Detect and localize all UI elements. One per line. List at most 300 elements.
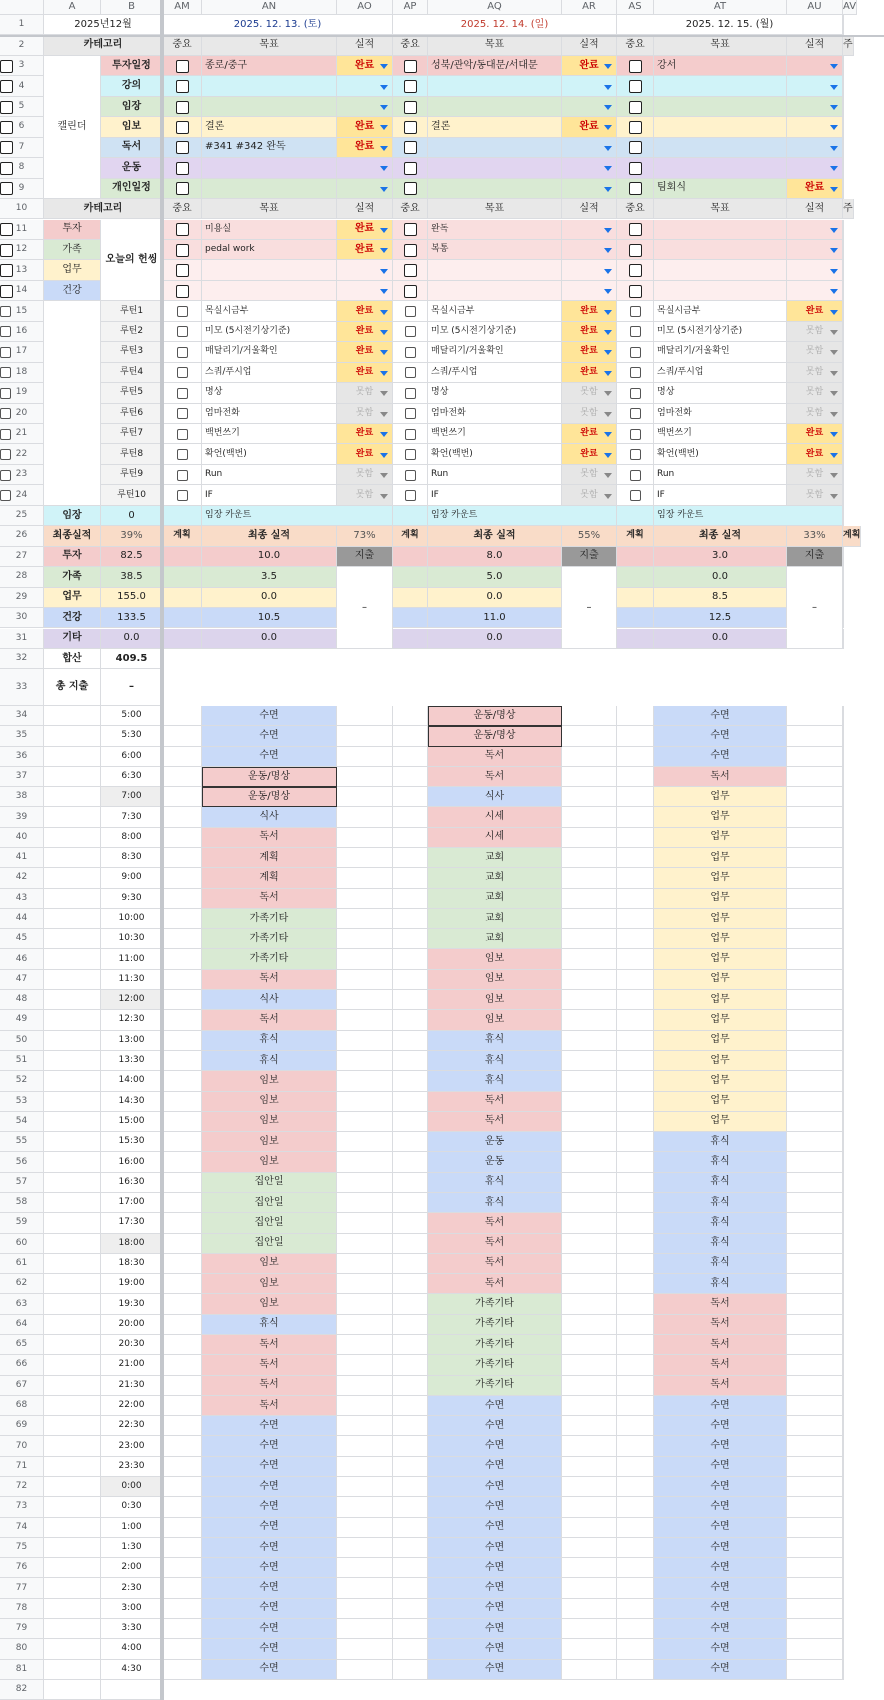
schedule-cell[interactable]: 독서 (654, 1335, 787, 1355)
cell[interactable] (393, 629, 428, 649)
schedule-cell[interactable]: 가족기타 (428, 1315, 562, 1335)
cell[interactable] (562, 1396, 617, 1416)
row-header[interactable]: 9 (0, 179, 44, 199)
cell[interactable] (163, 929, 202, 949)
cell[interactable] (44, 1031, 101, 1051)
cell[interactable] (617, 1071, 654, 1091)
cell[interactable] (843, 909, 844, 929)
result-dropdown[interactable]: 완료 (337, 240, 393, 260)
cell[interactable] (163, 1234, 202, 1254)
cell[interactable] (843, 706, 844, 726)
row-header[interactable]: 53 (0, 1092, 44, 1112)
important-checkbox[interactable] (404, 264, 417, 277)
cell[interactable] (562, 1477, 617, 1497)
row-header[interactable]: 21 (0, 424, 44, 444)
cell[interactable] (787, 1193, 843, 1213)
cell[interactable] (843, 929, 844, 949)
schedule-cell[interactable]: 업무 (654, 787, 787, 807)
cell[interactable] (44, 1152, 101, 1172)
column-header[interactable]: AQ (428, 0, 562, 15)
result-dropdown[interactable]: 못함 (787, 383, 843, 403)
chevron-down-icon[interactable] (830, 350, 838, 355)
cell[interactable] (787, 1092, 843, 1112)
cell[interactable] (562, 787, 617, 807)
column-header[interactable]: AO (337, 0, 393, 15)
important-checkbox[interactable] (630, 490, 641, 501)
cell[interactable] (163, 1457, 202, 1477)
cell[interactable] (393, 706, 428, 726)
cell[interactable] (44, 1071, 101, 1091)
cell[interactable] (617, 889, 654, 909)
cell[interactable] (393, 1112, 428, 1132)
schedule-cell[interactable]: 수면 (428, 1477, 562, 1497)
cell[interactable] (393, 567, 428, 587)
chevron-down-icon[interactable] (380, 330, 388, 335)
schedule-cell[interactable]: 업무 (654, 1031, 787, 1051)
cell[interactable] (163, 1639, 202, 1659)
important-checkbox[interactable] (0, 80, 13, 93)
cell[interactable] (843, 970, 844, 990)
important-cell[interactable] (843, 179, 844, 199)
chevron-down-icon[interactable] (604, 166, 612, 171)
cell[interactable] (617, 828, 654, 848)
cell[interactable] (787, 1112, 843, 1132)
cell[interactable] (843, 848, 844, 868)
row-header[interactable]: 44 (0, 909, 44, 929)
schedule-cell[interactable]: 휴식 (654, 1193, 787, 1213)
cell[interactable] (337, 1619, 393, 1639)
cell[interactable] (337, 1031, 393, 1051)
result-dropdown[interactable]: 완료 (562, 56, 617, 76)
goal-cell[interactable]: 완독 (428, 220, 562, 240)
chevron-down-icon[interactable] (604, 350, 612, 355)
schedule-cell[interactable]: 임보 (202, 1112, 337, 1132)
cell[interactable] (843, 1578, 844, 1598)
important-checkbox[interactable] (630, 347, 641, 358)
cell[interactable] (163, 1578, 202, 1598)
schedule-cell[interactable]: 독서 (428, 1112, 562, 1132)
cell[interactable] (787, 1619, 843, 1639)
cell[interactable] (163, 828, 202, 848)
chevron-down-icon[interactable] (604, 412, 612, 417)
cell[interactable] (562, 990, 617, 1010)
cell[interactable] (562, 1193, 617, 1213)
row-header[interactable]: 71 (0, 1457, 44, 1477)
cell[interactable] (787, 1599, 843, 1619)
cell[interactable] (787, 1213, 843, 1233)
cell[interactable] (843, 747, 844, 767)
cell[interactable] (843, 828, 844, 848)
cell[interactable] (393, 1477, 428, 1497)
goal-cell[interactable]: 팀회식 (654, 179, 787, 199)
cell[interactable] (843, 1436, 844, 1456)
cell[interactable] (617, 909, 654, 929)
cell[interactable] (617, 1396, 654, 1416)
cell[interactable] (337, 1254, 393, 1274)
schedule-cell[interactable]: 수면 (428, 1639, 562, 1659)
cell[interactable] (393, 1254, 428, 1274)
cell[interactable] (44, 1193, 101, 1213)
result-dropdown[interactable]: 완료 (337, 363, 393, 383)
result-dropdown[interactable]: 못함 (787, 404, 843, 424)
cell[interactable] (393, 1660, 428, 1680)
cell[interactable] (163, 1558, 202, 1578)
important-checkbox[interactable] (405, 306, 416, 317)
cell[interactable] (393, 1010, 428, 1030)
goal-cell[interactable] (428, 138, 562, 158)
cell[interactable] (787, 1152, 843, 1172)
chevron-down-icon[interactable] (604, 473, 612, 478)
row-header[interactable]: 8 (0, 158, 44, 178)
result-dropdown[interactable]: 못함 (787, 322, 843, 342)
chevron-down-icon[interactable] (830, 453, 838, 458)
cell[interactable] (393, 726, 428, 746)
cell[interactable] (163, 1254, 202, 1274)
cell[interactable] (562, 1173, 617, 1193)
cell[interactable] (44, 1335, 101, 1355)
cell[interactable] (337, 726, 393, 746)
cell[interactable] (617, 1152, 654, 1172)
schedule-cell[interactable]: 수면 (654, 726, 787, 746)
schedule-cell[interactable]: 수면 (428, 1416, 562, 1436)
chevron-down-icon[interactable] (830, 289, 838, 294)
schedule-cell[interactable]: 수면 (202, 1599, 337, 1619)
cell[interactable] (44, 1010, 101, 1030)
cell[interactable] (44, 726, 101, 746)
schedule-cell[interactable]: 휴식 (428, 1031, 562, 1051)
cell[interactable] (617, 1416, 654, 1436)
cell[interactable] (163, 1396, 202, 1416)
important-cell[interactable] (843, 240, 844, 260)
column-header[interactable]: AV (843, 0, 857, 15)
schedule-cell[interactable]: 업무 (654, 807, 787, 827)
chevron-down-icon[interactable] (604, 494, 612, 499)
goal-cell[interactable]: pedal work (202, 240, 337, 260)
cell[interactable] (337, 949, 393, 969)
schedule-cell[interactable]: 업무 (654, 1010, 787, 1030)
schedule-cell[interactable]: 업무 (654, 1051, 787, 1071)
schedule-cell[interactable]: 독서 (202, 1335, 337, 1355)
cell[interactable] (843, 1335, 844, 1355)
cell[interactable] (163, 807, 202, 827)
goal-cell[interactable]: 결론 (428, 117, 562, 137)
goal-cell[interactable]: 목실시금부 (202, 301, 337, 321)
cell[interactable] (843, 1071, 844, 1091)
important-checkbox[interactable] (176, 80, 189, 93)
schedule-cell[interactable]: 독서 (202, 1396, 337, 1416)
cell[interactable] (163, 567, 202, 587)
cell[interactable] (337, 1294, 393, 1314)
cell[interactable] (562, 1497, 617, 1517)
cell[interactable] (787, 1335, 843, 1355)
cell[interactable] (787, 726, 843, 746)
cell[interactable] (337, 1132, 393, 1152)
cell[interactable] (562, 1031, 617, 1051)
chevron-down-icon[interactable] (830, 412, 838, 417)
result-dropdown[interactable]: 완료 (337, 301, 393, 321)
goal-cell[interactable]: 확언(백번) (654, 444, 787, 464)
important-cell[interactable] (843, 322, 844, 342)
column-header[interactable]: AP (393, 0, 428, 15)
cell[interactable] (163, 787, 202, 807)
cell[interactable] (562, 868, 617, 888)
chevron-down-icon[interactable] (604, 125, 612, 130)
chevron-down-icon[interactable] (830, 391, 838, 396)
cell[interactable] (163, 1173, 202, 1193)
cell[interactable] (44, 889, 101, 909)
cell[interactable] (393, 1152, 428, 1172)
cell[interactable] (617, 1599, 654, 1619)
cell[interactable] (617, 1619, 654, 1639)
chevron-down-icon[interactable] (380, 371, 388, 376)
cell[interactable] (562, 1619, 617, 1639)
important-cell[interactable] (843, 363, 844, 383)
result-dropdown[interactable]: 못함 (562, 465, 617, 485)
cell[interactable] (843, 1152, 844, 1172)
cell[interactable] (617, 990, 654, 1010)
schedule-cell[interactable]: 휴식 (654, 1173, 787, 1193)
important-checkbox[interactable] (630, 470, 641, 481)
schedule-cell[interactable]: 독서 (428, 1213, 562, 1233)
goal-cell[interactable]: 백번쓰기 (202, 424, 337, 444)
schedule-cell[interactable]: 임보 (202, 1274, 337, 1294)
cell[interactable] (562, 848, 617, 868)
cell[interactable] (337, 1193, 393, 1213)
cell[interactable] (44, 929, 101, 949)
schedule-cell[interactable]: 수면 (202, 706, 337, 726)
cell[interactable] (617, 1213, 654, 1233)
cell[interactable] (393, 1599, 428, 1619)
important-checkbox[interactable] (404, 141, 417, 154)
chevron-down-icon[interactable] (380, 412, 388, 417)
important-checkbox[interactable] (177, 306, 188, 317)
schedule-cell[interactable]: 수면 (654, 747, 787, 767)
row-header[interactable]: 42 (0, 868, 44, 888)
row-header[interactable]: 58 (0, 1193, 44, 1213)
schedule-cell[interactable]: 수면 (654, 1396, 787, 1416)
important-checkbox[interactable] (0, 60, 13, 73)
cell[interactable] (617, 970, 654, 990)
cell[interactable] (787, 1497, 843, 1517)
chevron-down-icon[interactable] (604, 453, 612, 458)
important-cell[interactable] (843, 260, 844, 280)
important-checkbox[interactable] (0, 244, 13, 257)
row-header[interactable]: 41 (0, 848, 44, 868)
cell[interactable] (562, 1274, 617, 1294)
cell[interactable] (787, 990, 843, 1010)
important-checkbox[interactable] (629, 244, 642, 257)
cell[interactable] (393, 807, 428, 827)
schedule-cell[interactable]: 집안일 (202, 1213, 337, 1233)
cell[interactable] (843, 1477, 844, 1497)
important-checkbox[interactable] (177, 347, 188, 358)
cell[interactable] (617, 747, 654, 767)
important-checkbox[interactable] (176, 182, 189, 195)
result-dropdown[interactable]: 못함 (337, 404, 393, 424)
cell[interactable] (393, 929, 428, 949)
schedule-cell[interactable]: 수면 (428, 1558, 562, 1578)
schedule-cell[interactable]: 독서 (654, 1294, 787, 1314)
important-checkbox[interactable] (0, 347, 11, 358)
cell[interactable] (787, 909, 843, 929)
cell[interactable] (337, 909, 393, 929)
chevron-down-icon[interactable] (380, 64, 388, 69)
cell[interactable] (44, 949, 101, 969)
chevron-down-icon[interactable] (380, 453, 388, 458)
cell[interactable] (617, 1031, 654, 1051)
freeze-divider[interactable] (0, 35, 884, 37)
schedule-cell[interactable]: 임보 (202, 1254, 337, 1274)
important-checkbox[interactable] (404, 244, 417, 257)
cell[interactable] (843, 1173, 844, 1193)
schedule-cell[interactable]: 수면 (428, 1538, 562, 1558)
important-checkbox[interactable] (629, 182, 642, 195)
important-checkbox[interactable] (405, 490, 416, 501)
cell[interactable] (44, 1578, 101, 1598)
row-header[interactable]: 15 (0, 301, 44, 321)
result-dropdown[interactable]: 완료 (337, 117, 393, 137)
cell[interactable] (44, 970, 101, 990)
cell[interactable] (44, 1538, 101, 1558)
cell[interactable] (163, 706, 202, 726)
schedule-cell[interactable]: 교회 (428, 929, 562, 949)
row-header[interactable]: 63 (0, 1294, 44, 1314)
schedule-cell[interactable]: 독서 (654, 1315, 787, 1335)
schedule-cell[interactable]: 독서 (654, 1355, 787, 1375)
cell[interactable] (787, 1477, 843, 1497)
row-header[interactable]: 34 (0, 706, 44, 726)
cell[interactable] (44, 1254, 101, 1274)
cell[interactable] (163, 629, 202, 649)
column-header[interactable]: AN (202, 0, 337, 15)
goal-cell[interactable] (428, 179, 562, 199)
important-checkbox[interactable] (177, 326, 188, 337)
important-cell[interactable] (843, 342, 844, 362)
row-header[interactable]: 61 (0, 1254, 44, 1274)
important-checkbox[interactable] (0, 408, 11, 419)
chevron-down-icon[interactable] (380, 85, 388, 90)
schedule-cell[interactable]: 수면 (654, 1416, 787, 1436)
cell[interactable] (393, 1031, 428, 1051)
cell[interactable] (44, 1639, 101, 1659)
cell[interactable] (787, 1173, 843, 1193)
cell[interactable] (393, 949, 428, 969)
chevron-down-icon[interactable] (380, 187, 388, 192)
important-cell[interactable] (843, 424, 844, 444)
cell[interactable] (337, 1538, 393, 1558)
cell[interactable] (337, 889, 393, 909)
cell[interactable] (562, 1518, 617, 1538)
result-dropdown[interactable]: 못함 (787, 363, 843, 383)
cell[interactable] (787, 1578, 843, 1598)
cell[interactable] (337, 1274, 393, 1294)
row-header[interactable]: 57 (0, 1173, 44, 1193)
row-header[interactable]: 27 (0, 547, 44, 567)
important-checkbox[interactable] (405, 429, 416, 440)
column-header[interactable]: AM (163, 0, 202, 15)
cell[interactable] (393, 1497, 428, 1517)
cell[interactable] (617, 1436, 654, 1456)
cell[interactable] (44, 767, 101, 787)
schedule-cell[interactable]: 휴식 (428, 1051, 562, 1071)
cell[interactable] (163, 1315, 202, 1335)
row-header[interactable]: 31 (0, 629, 44, 649)
important-checkbox[interactable] (630, 449, 641, 460)
cell[interactable] (562, 1416, 617, 1436)
row-header[interactable]: 65 (0, 1335, 44, 1355)
cell[interactable] (163, 1152, 202, 1172)
important-checkbox[interactable] (176, 285, 189, 298)
goal-cell[interactable] (428, 260, 562, 280)
cell[interactable] (337, 1660, 393, 1680)
row-header[interactable]: 12 (0, 240, 44, 260)
cell[interactable] (843, 787, 844, 807)
cell[interactable] (337, 1457, 393, 1477)
schedule-cell[interactable]: 독서 (654, 1376, 787, 1396)
row-header[interactable]: 68 (0, 1396, 44, 1416)
cell[interactable] (163, 588, 202, 608)
cell[interactable] (617, 608, 654, 628)
cell[interactable] (44, 1558, 101, 1578)
cell[interactable] (337, 1376, 393, 1396)
result-dropdown[interactable]: 완료 (337, 220, 393, 240)
cell[interactable] (843, 949, 844, 969)
goal-cell[interactable]: 미모 (5시전기상기준) (428, 322, 562, 342)
important-checkbox[interactable] (0, 367, 11, 378)
important-checkbox[interactable] (177, 470, 188, 481)
cell[interactable] (562, 1335, 617, 1355)
cell[interactable] (843, 1274, 844, 1294)
goal-cell[interactable]: 매달리기/거울확인 (654, 342, 787, 362)
row-header[interactable]: 3 (0, 56, 44, 76)
important-checkbox[interactable] (404, 285, 417, 298)
schedule-cell[interactable]: 계획 (202, 848, 337, 868)
chevron-down-icon[interactable] (830, 432, 838, 437)
cell[interactable] (787, 1071, 843, 1091)
schedule-cell[interactable]: 휴식 (654, 1234, 787, 1254)
important-checkbox[interactable] (630, 306, 641, 317)
cell[interactable] (337, 868, 393, 888)
schedule-cell[interactable]: 수면 (428, 1660, 562, 1680)
chevron-down-icon[interactable] (380, 473, 388, 478)
column-header[interactable]: A (44, 0, 101, 15)
cell[interactable] (163, 1031, 202, 1051)
cell[interactable] (393, 1213, 428, 1233)
important-cell[interactable] (843, 281, 844, 301)
cell[interactable] (843, 1315, 844, 1335)
schedule-cell[interactable]: 운동/명상 (428, 726, 562, 746)
row-header[interactable]: 75 (0, 1538, 44, 1558)
cell[interactable] (562, 747, 617, 767)
cell[interactable] (101, 1680, 163, 1700)
cell[interactable] (163, 747, 202, 767)
schedule-cell[interactable]: 임보 (428, 990, 562, 1010)
schedule-cell[interactable]: 독서 (202, 889, 337, 909)
goal-cell[interactable]: 명상 (428, 383, 562, 403)
cell[interactable] (393, 767, 428, 787)
result-dropdown[interactable]: 못함 (787, 342, 843, 362)
cell[interactable] (843, 567, 844, 587)
schedule-cell[interactable]: 업무 (654, 909, 787, 929)
cell[interactable] (393, 1619, 428, 1639)
cell[interactable] (393, 608, 428, 628)
important-cell[interactable] (843, 383, 844, 403)
cell[interactable] (843, 1396, 844, 1416)
cell[interactable] (787, 706, 843, 726)
cell[interactable] (393, 1315, 428, 1335)
schedule-cell[interactable]: 운동/명상 (428, 706, 562, 726)
schedule-cell[interactable]: 휴식 (654, 1152, 787, 1172)
